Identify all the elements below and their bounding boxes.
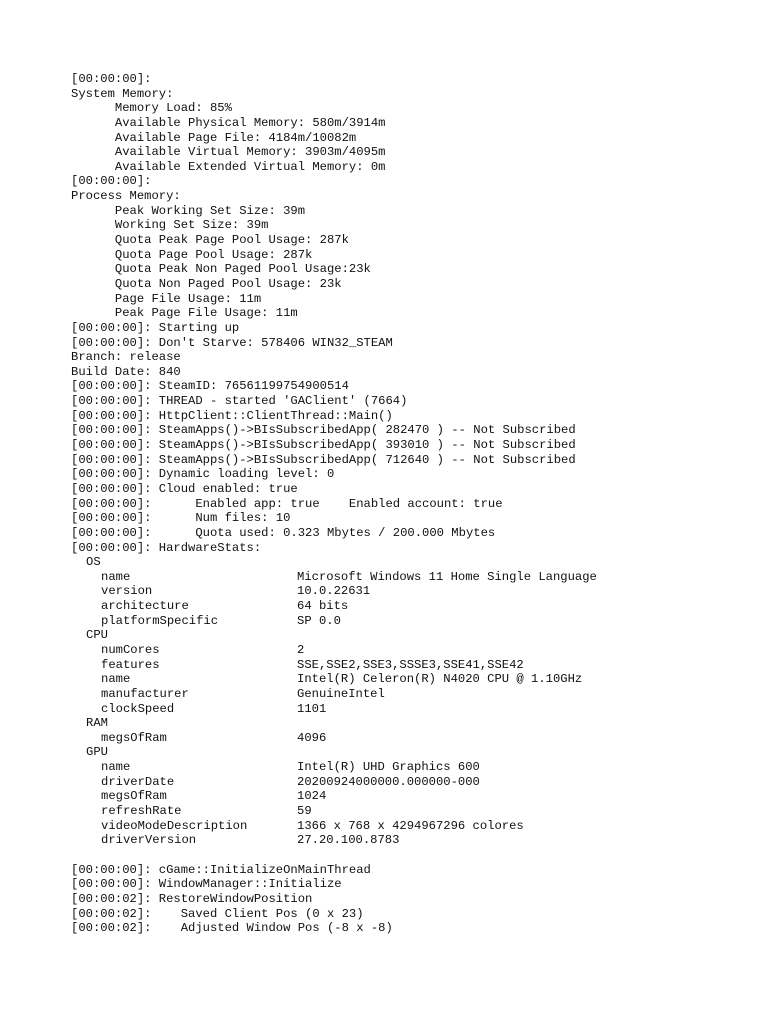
hardware-value: 4096 [297, 730, 327, 745]
log-line: Available Page File: 4184m/10082m [71, 130, 357, 145]
hardware-value: 1101 [297, 701, 327, 716]
hardware-key: features [101, 657, 160, 672]
log-bottom-block [71, 863, 751, 936]
hardware-row [71, 614, 751, 629]
log-document [71, 72, 751, 936]
log-line: Available Physical Memory: 580m/3914m [71, 115, 386, 130]
log-line: Build Date: 840 [71, 364, 181, 379]
hardware-key: refreshRate [101, 804, 182, 819]
hardware-row [71, 775, 751, 790]
log-line: [00:00:00]: Don't Starve: 578406 WIN32_STEAM [71, 335, 393, 350]
log-line: [00:00:00]: Starting up [71, 320, 240, 335]
hardware-key: driverVersion [101, 833, 197, 848]
log-line: [00:00:02]: RestoreWindowPosition [71, 891, 313, 906]
log-line: System Memory: [71, 86, 174, 101]
hardware-row [71, 570, 751, 585]
hardware-value: GenuineIntel [297, 686, 385, 701]
hardware-row [71, 819, 751, 834]
hardware-row [71, 760, 751, 775]
log-line: [00:00:00]: Num files: 10 [71, 511, 291, 526]
hardware-value: Intel(R) UHD Graphics 600 [297, 760, 480, 775]
hardware-value: 10.0.22631 [297, 584, 371, 599]
hardware-row [71, 804, 751, 819]
hardware-key: name [101, 672, 131, 687]
hardware-row [71, 789, 751, 804]
hardware-section-os: OS [86, 555, 101, 570]
blank-line [71, 848, 751, 863]
log-line: Quota Non Paged Pool Usage: 23k [71, 276, 342, 291]
log-line: [00:00:00]: THREAD - started 'GAClient' (7664) [71, 394, 408, 409]
log-line: Process Memory: [71, 189, 181, 204]
log-line: [00:00:00]: HttpClient::ClientThread::Main() [71, 408, 393, 423]
hardware-value: 2 [297, 642, 305, 657]
hardware-key: architecture [101, 599, 189, 614]
hardware-row [71, 599, 751, 614]
hardware-key: manufacturer [101, 686, 189, 701]
hardware-key: numCores [101, 642, 160, 657]
log-line: [00:00:00]: WindowManager::Initialize [71, 877, 342, 892]
hardware-key: megsOfRam [101, 789, 167, 804]
log-line: Quota Peak Page Pool Usage: 287k [71, 233, 349, 248]
log-line: Available Extended Virtual Memory: 0m [71, 159, 386, 174]
hardware-key: name [101, 760, 131, 775]
log-line: [00:00:00]: cGame::InitializeOnMainThread [71, 862, 371, 877]
hardware-section-cpu: CPU [86, 628, 108, 643]
hardware-key: driverDate [101, 774, 175, 789]
log-top-block [71, 72, 751, 555]
hardware-section-ram: RAM [86, 716, 108, 731]
log-line: [00:00:00]: SteamApps()->BIsSubscribedApp( 282470 ) -- Not Subscribed [71, 423, 576, 438]
log-line: Peak Page File Usage: 11m [71, 306, 298, 321]
hardware-stats [71, 555, 751, 848]
log-line: [00:00:00]: [71, 72, 152, 86]
hardware-value: Intel(R) Celeron(R) N4020 CPU @ 1.10GHz [297, 672, 583, 687]
hardware-value: SP 0.0 [297, 613, 341, 628]
hardware-key: version [101, 584, 153, 599]
log-line: [00:00:00]: Enabled app: true Enabled account: true [71, 496, 503, 511]
hardware-section-gpu: GPU [86, 745, 108, 760]
log-line: [00:00:00]: Quota used: 0.323 Mbytes / 200.000 Mbytes [71, 525, 496, 540]
log-line: [00:00:02]: Saved Client Pos (0 x 23) [71, 906, 364, 921]
log-line: Available Virtual Memory: 3903m/4095m [71, 145, 386, 160]
log-line: [00:00:00]: SteamApps()->BIsSubscribedApp( 393010 ) -- Not Subscribed [71, 438, 576, 453]
hardware-value: 20200924000000.000000-000 [297, 774, 480, 789]
log-line: [00:00:00]: Dynamic loading level: 0 [71, 467, 335, 482]
log-line: Branch: release [71, 350, 181, 365]
log-line: [00:00:00]: SteamID: 76561199754900514 [71, 379, 349, 394]
hardware-row [71, 658, 751, 673]
log-line: Page File Usage: 11m [71, 291, 262, 306]
hardware-key: name [101, 569, 131, 584]
log-line: Working Set Size: 39m [71, 218, 269, 233]
hardware-value: 1024 [297, 789, 327, 804]
hardware-row [71, 687, 751, 702]
log-line: Peak Working Set Size: 39m [71, 203, 306, 218]
hardware-value: SSE,SSE2,SSE3,SSSE3,SSE41,SSE42 [297, 657, 524, 672]
hardware-key: videoModeDescription [101, 818, 248, 833]
hardware-key: clockSpeed [101, 701, 175, 716]
log-line: [00:00:00]: [71, 174, 152, 189]
hardware-row [71, 731, 751, 746]
hardware-row [71, 833, 751, 848]
hardware-value: 1366 x 768 x 4294967296 colores [297, 818, 524, 833]
log-line: [00:00:00]: Cloud enabled: true [71, 481, 298, 496]
hardware-row [71, 584, 751, 599]
log-line: [00:00:00]: HardwareStats: [71, 540, 262, 555]
hardware-value: 59 [297, 804, 312, 819]
hardware-key: megsOfRam [101, 730, 167, 745]
hardware-value: 64 bits [297, 599, 349, 614]
log-line: Quota Peak Non Paged Pool Usage:23k [71, 262, 371, 277]
hardware-row [71, 672, 751, 687]
hardware-row [71, 702, 751, 717]
hardware-value: 27.20.100.8783 [297, 833, 400, 848]
hardware-key: platformSpecific [101, 613, 219, 628]
log-line: Memory Load: 85% [71, 101, 232, 116]
log-line: [00:00:02]: Adjusted Window Pos (-8 x -8) [71, 921, 393, 936]
log-line: [00:00:00]: SteamApps()->BIsSubscribedApp( 712640 ) -- Not Subscribed [71, 452, 576, 467]
hardware-row [71, 643, 751, 658]
hardware-value: Microsoft Windows 11 Home Single Language [297, 569, 597, 584]
log-line: Quota Page Pool Usage: 287k [71, 247, 313, 262]
